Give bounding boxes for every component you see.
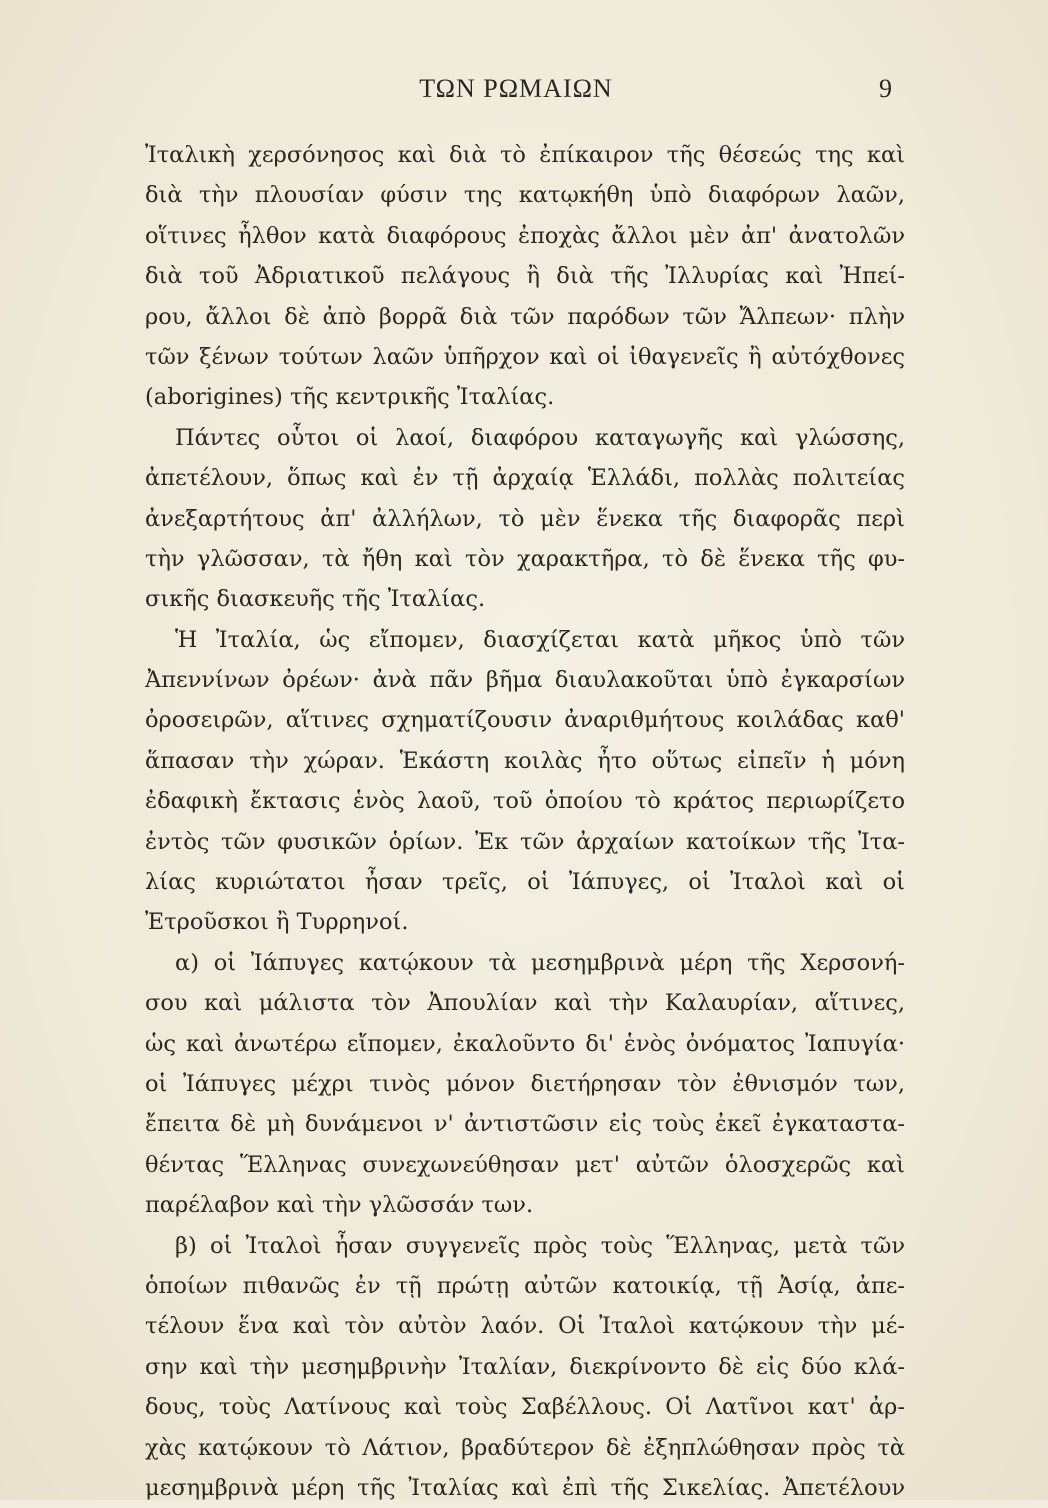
text-line: ἔπειτα δὲ μὴ δυνάμενοι ν' ἀντιστῶσιν εἰς τοὺς ἐκεῖ ἐγκαταστα-: [145, 1111, 905, 1138]
text-line: λίας κυριώτατοι ἦσαν τρεῖς, οἱ Ἰάπυγες, οἱ Ἰταλοὶ καὶ οἱ: [145, 869, 905, 896]
text-line: Ἰταλικὴ χερσόνησος καὶ διὰ τὸ ἐπίκαιρον τῆς θέσεώς της καὶ: [145, 142, 905, 168]
text-line: α) οἱ Ἰάπυγες κατῴκουν τὰ μεσημβρινὰ μέρη τῆς Χερσονή-: [175, 949, 905, 976]
text-line: παρέλαβον καὶ τὴν γλῶσσάν των.: [145, 1192, 534, 1219]
text-line: σικῆς διασκευῆς τῆς Ἰταλίας.: [145, 586, 486, 613]
text-line: ἅπασαν τὴν χώραν. Ἑκάστη κοιλὰς ἦτο οὕτως εἰπεῖν ἡ μόνη: [145, 747, 905, 774]
text-line: ρου, ἄλλοι δὲ ἀπὸ βορρᾶ διὰ τῶν παρόδων τῶν Ἄλπεων· πλὴν: [145, 303, 905, 330]
text-line: χὰς κατῴκουν τὸ Λάτιον, βραδύτερον δὲ ἐξηπλώθησαν πρὸς τὰ: [145, 1434, 905, 1461]
text-line: Ἐτροῦσκοι ἢ Τυρρηνοί.: [145, 909, 409, 936]
body-text: [145, 135, 905, 1508]
text-line: β) οἱ Ἰταλοὶ ἦσαν συγγενεῖς πρὸς τοὺς Ἕλληνας, μετὰ τῶν: [175, 1232, 905, 1259]
text-line: διὰ τοῦ Ἀδριατικοῦ πελάγους ἢ διὰ τῆς Ἰλλυρίας καὶ Ἠπεί-: [145, 263, 905, 290]
text-line: ἀπετέλουν, ὅπως καὶ ἐν τῇ ἀρχαίᾳ Ἑλλάδι, πολλὰς πολιτείας: [145, 465, 905, 492]
text-line: διὰ τὴν πλουσίαν φύσιν της κατῳκήθη ὑπὸ διαφόρων λαῶν,: [145, 182, 905, 209]
text-line: (aborigines) τῆς κεντρικῆς Ἰταλίας.: [145, 384, 555, 411]
text-line: τῶν ξένων τούτων λαῶν ὑπῆρχον καὶ οἱ ἰθαγενεῖς ἢ αὐτόχθονες: [145, 343, 905, 370]
text-line: μεσημβρινὰ μέρη τῆς Ἰταλίας καὶ ἐπὶ τῆς Σικελίας. Ἀπετέλουν: [145, 1474, 905, 1501]
text-line: σην καὶ τὴν μεσημβρινὴν Ἰταλίαν, διεκρίνοντο δὲ εἰς δύο κλά-: [145, 1353, 905, 1380]
running-title: ΤΩΝ ΡΩΜΑΙΩΝ: [419, 74, 613, 103]
text-line: σου καὶ μάλιστα τὸν Ἀπουλίαν καὶ τὴν Καλαυρίαν, αἵτινες,: [145, 990, 905, 1017]
text-line: τέλουν ἕνα καὶ τὸν αὐτὸν λαόν. Οἱ Ἰταλοὶ κατῴκουν τὴν μέ-: [145, 1313, 905, 1340]
text-line: Πάντες οὗτοι οἱ λαοί, διαφόρου καταγωγῆς καὶ γλώσσης,: [175, 424, 905, 451]
text-line: Ἀπεννίνων ὀρέων· ἀνὰ πᾶν βῆμα διαυλακοῦται ὑπὸ ἐγκαρσίων: [145, 667, 905, 694]
text-line: ἐντὸς τῶν φυσικῶν ὁρίων. Ἐκ τῶν ἀρχαίων κατοίκων τῆς Ἰτα-: [145, 828, 905, 855]
text-line: ὀροσειρῶν, αἵτινες σχηματίζουσιν ἀναριθμήτους κοιλάδας καθ': [145, 707, 905, 734]
text-line: ὡς καὶ ἀνωτέρω εἴπομεν, ἐκαλοῦντο δι' ἑνὸς ὀνόματος Ἰαπυγία·: [145, 1030, 905, 1057]
text-line: οἱ Ἰάπυγες μέχρι τινὸς μόνον διετήρησαν τὸν ἐθνισμόν των,: [145, 1070, 905, 1097]
text-line: ἐδαφικὴ ἔκτασις ἑνὸς λαοῦ, τοῦ ὁποίου τὸ κράτος περιωρίζετο: [145, 788, 905, 815]
text-line: θέντας Ἕλληνας συνεχωνεύθησαν μετ' αὐτῶν ὁλοσχερῶς καὶ: [145, 1151, 905, 1178]
text-line: οἵτινες ἦλθον κατὰ διαφόρους ἐποχὰς ἄλλοι μὲν ἀπ' ἀνατολῶν: [145, 222, 905, 249]
text-line: δους, τοὺς Λατίνους καὶ τοὺς Σαβέλλους. Οἱ Λατῖνοι κατ' ἀρ-: [145, 1394, 905, 1421]
text-line: ὁποίων πιθανῶς ἐν τῇ πρώτῃ αὐτῶν κατοικίᾳ, τῇ Ἀσίᾳ, ἀπε-: [145, 1272, 905, 1299]
text-line: ἀνεξαρτήτους ἀπ' ἀλλήλων, τὸ μὲν ἕνεκα τῆς διαφορᾶς περὶ: [145, 505, 905, 532]
running-head: [140, 74, 892, 114]
page-number: 9: [879, 74, 892, 103]
text-line: Ἡ Ἰταλία, ὡς εἴπομεν, διασχίζεται κατὰ μῆκος ὑπὸ τῶν: [175, 626, 905, 653]
text-line: τὴν γλῶσσαν, τὰ ἤθη καὶ τὸν χαρακτῆρα, τὸ δὲ ἕνεκα τῆς φυ-: [145, 545, 905, 572]
